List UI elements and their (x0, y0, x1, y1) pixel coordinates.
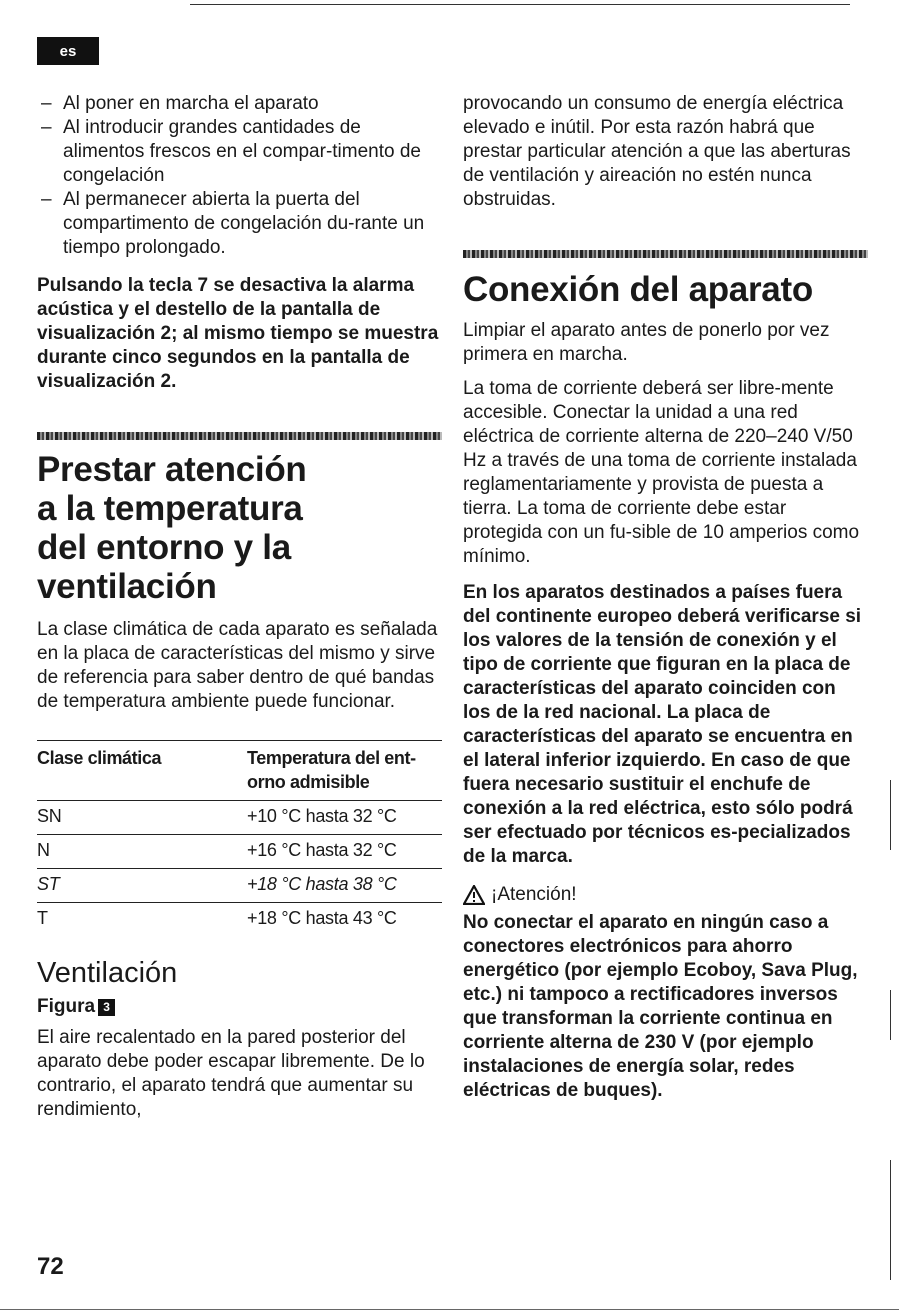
margin-mark (890, 990, 891, 1040)
table-header-row (37, 741, 442, 801)
temperature-section-title (37, 450, 442, 606)
figure-label-text: Figura (37, 996, 96, 1017)
title-line: ventilación (37, 567, 217, 606)
table-cell: N (37, 835, 247, 869)
list-item: – Al introducir grandes cantidades de alimentos frescos en el compar-timento de congelación (63, 116, 442, 188)
language-tag: es (37, 37, 99, 65)
climate-intro: La clase climática de cada aparato es señalada en la placa de características del mismo y sirve de referencia para saber dentro de qué bandas de temperatura ambiente puede funcionar. (37, 619, 438, 712)
table-cell: +18 °C hasta 43 °C (247, 903, 442, 937)
table-row (37, 903, 442, 937)
continued-text: provocando un consumo de energía eléctrica elevado e inútil. Por esta razón habrá que prestar particular atención a que las aberturas de ventilación y aireación no estén nunca obstruidas. (463, 93, 851, 210)
section-divider (463, 250, 868, 258)
section-divider (37, 432, 442, 440)
warning-heading (463, 883, 868, 907)
table-cell: +10 °C hasta 32 °C (247, 801, 442, 835)
warning-text: No conectar el aparato en ningún caso a conectores electrónicos para ahorro energético (por ejemplo Ecoboy, Sava Plug, etc.) ni tampoco a rectificadores inversos que transforman la corriente continua en corriente alterna de 230 V (por ejemplo instalaciones de energía solar, redes eléctricas de buques). (463, 912, 858, 1101)
table-row (37, 869, 442, 903)
table-cell: SN (37, 801, 247, 835)
table-row (37, 835, 442, 869)
table-cell: T (37, 903, 247, 937)
page-number: 72 (37, 1253, 64, 1280)
column-header: Temperatura del ent-orno admisible (247, 741, 442, 801)
table-row (37, 801, 442, 835)
column-header: Clase climática (37, 741, 247, 801)
table-cell: +16 °C hasta 32 °C (247, 835, 442, 869)
margin-mark (890, 1160, 891, 1280)
climate-class-table (37, 740, 442, 936)
title-line: a la temperatura (37, 489, 303, 528)
alarm-note: Pulsando la tecla 7 se desactiva la alarma acústica y el destello de la pantalla de visualización 2; al mismo tiempo se muestra durante cinco segundos en la pantalla de visualización 2. (37, 275, 439, 392)
margin-mark (890, 780, 891, 850)
left-column (37, 92, 442, 1122)
connection-section-title: Conexión del aparato (463, 270, 813, 309)
right-column (463, 92, 868, 1103)
bullet-list (37, 92, 442, 260)
top-rule (190, 4, 850, 5)
table-cell: +18 °C hasta 38 °C (247, 869, 442, 903)
clean-before-use-text: Limpiar el aparato antes de ponerlo por vez primera en marcha. (463, 320, 830, 365)
figure-number-badge: 3 (98, 999, 115, 1016)
title-line: Prestar atención (37, 450, 307, 489)
ventilation-title: Ventilación (37, 957, 178, 989)
warning-icon (463, 885, 485, 905)
bottom-rule (0, 1309, 899, 1310)
warning-title: ¡Atención! (491, 884, 577, 905)
socket-requirements-text: La toma de corriente deberá ser libre-mente accesible. Conectar la unidad a una red eléctrica de corriente alterna de 220–240 V/50 Hz a través de una toma de corriente instalada reglamentariamente y provista de puesta a tierra. La toma de corriente debe estar protegida con un fu-sible de 10 amperios como mínimo. (463, 378, 860, 567)
non-european-note: En los aparatos destinados a países fuera del continente europeo deberá verificarse si los valores de la tensión de conexión y el tipo de corriente que figuran en la placa de características del aparato coinciden con los de la red nacional. La placa de características del aparato se encuentra en el lateral inferior izquierdo. En caso de que fuera necesario sustituir el enchufe de conexión a la red eléctrica, esto sólo podrá ser efectuado por técnicos es-pecializados de la marca. (463, 582, 862, 867)
figure-label (37, 996, 442, 1018)
list-item: – Al poner en marcha el aparato (63, 92, 442, 116)
ventilation-text: El aire recalentado en la pared posterior del aparato debe poder escapar libremente. De lo contrario, el aparato tendrá que aumentar su rendimiento, (37, 1027, 425, 1120)
table-cell: ST (37, 869, 247, 903)
list-item: – Al permanecer abierta la puerta del compartimento de congelación du-rante un tiempo prolongado. (63, 188, 442, 260)
title-line: del entorno y la (37, 528, 291, 567)
